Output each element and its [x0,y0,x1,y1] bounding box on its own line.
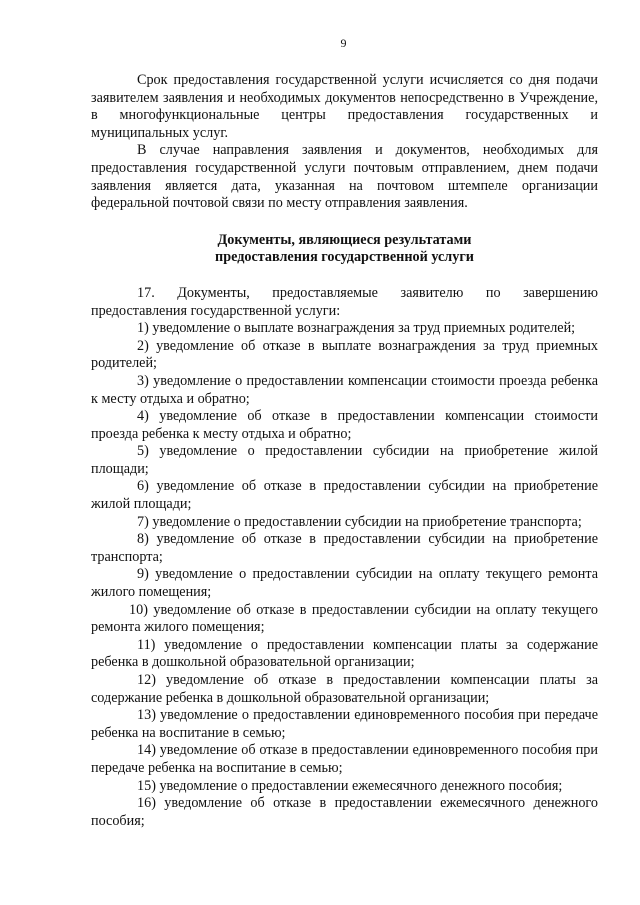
list-item: 4) уведомление об отказе в предоставлении компенсации стоимости проезда ребенка к месту отдыха и обратно; [91,408,598,442]
list-item: 2) уведомление об отказе в выплате вознаграждения за труд приемных родителей; [91,337,598,372]
list-item: 12) уведомление об отказе в предоставлении компенсации платы за содержание ребенка в дошкольной образовательной организации; [91,672,598,706]
list-item: 9) уведомление о предоставлении субсидии на оплату текущего ремонта жилого помещения; [91,566,598,601]
list-item: 8) уведомление об отказе в предоставлении субсидии на приобретение транспорта; [91,531,598,565]
list-item: 15) уведомление о предоставлении ежемесячного денежного пособия; [137,777,563,794]
page-number: 9 [340,36,347,50]
list-item: 16) уведомление об отказе в предоставлении ежемесячного денежного пособия; [91,795,598,829]
section-heading-line-1: Документы, являющиеся результатами [217,231,472,248]
list-item: 7) уведомление о предоставлении субсидии на приобретение транспорта; [137,513,582,530]
list-item: 10) уведомление об отказе в предоставлении субсидии на оплату текущего ремонта жилого помещения; [91,601,598,636]
clause-17: 17. Документы, предоставляемые заявителю по завершению предоставления государственной услуги: [91,284,598,319]
list-item: 11) уведомление о предоставлении компенсации платы за содержание ребенка в дошкольной образовательной организации; [91,636,598,671]
paragraph-postal-submission: В случае направления заявления и документов, необходимых для предоставления государственной услуги почтовым отправлением, днем подачи заявления является дата, указанная на почтовом штемпеле организации федеральной почтовой связи по месту отправления заявления. [91,142,598,212]
section-heading [91,232,598,267]
list-item: 14) уведомление об отказе в предоставлении единовременного пособия при передаче ребенка на воспитание в семью; [91,742,598,776]
list-item: 3) уведомление о предоставлении компенсации стоимости проезда ребенка к месту отдыха и обратно; [91,372,598,407]
list-item: 6) уведомление об отказе в предоставлении субсидии на приобретение жилой площади; [91,478,598,513]
list-item: 1) уведомление о выплате вознаграждения за труд приемных родителей; [137,320,576,337]
list-item: 13) уведомление о предоставлении единовременного пособия при передаче ребенка на воспитание в семью; [91,707,598,741]
section-heading-line-2: предоставления государственной услуги [215,249,474,266]
paragraph-service-term: Срок предоставления государственной услуги исчисляется со дня подачи заявителем заявления и необходимых документов непосредственно в Учреждение, в многофункциональные центры предоставления государственных и муниципальных услуг. [91,72,598,141]
list-item: 5) уведомление о предоставлении субсидии на приобретение жилой площади; [91,443,598,477]
